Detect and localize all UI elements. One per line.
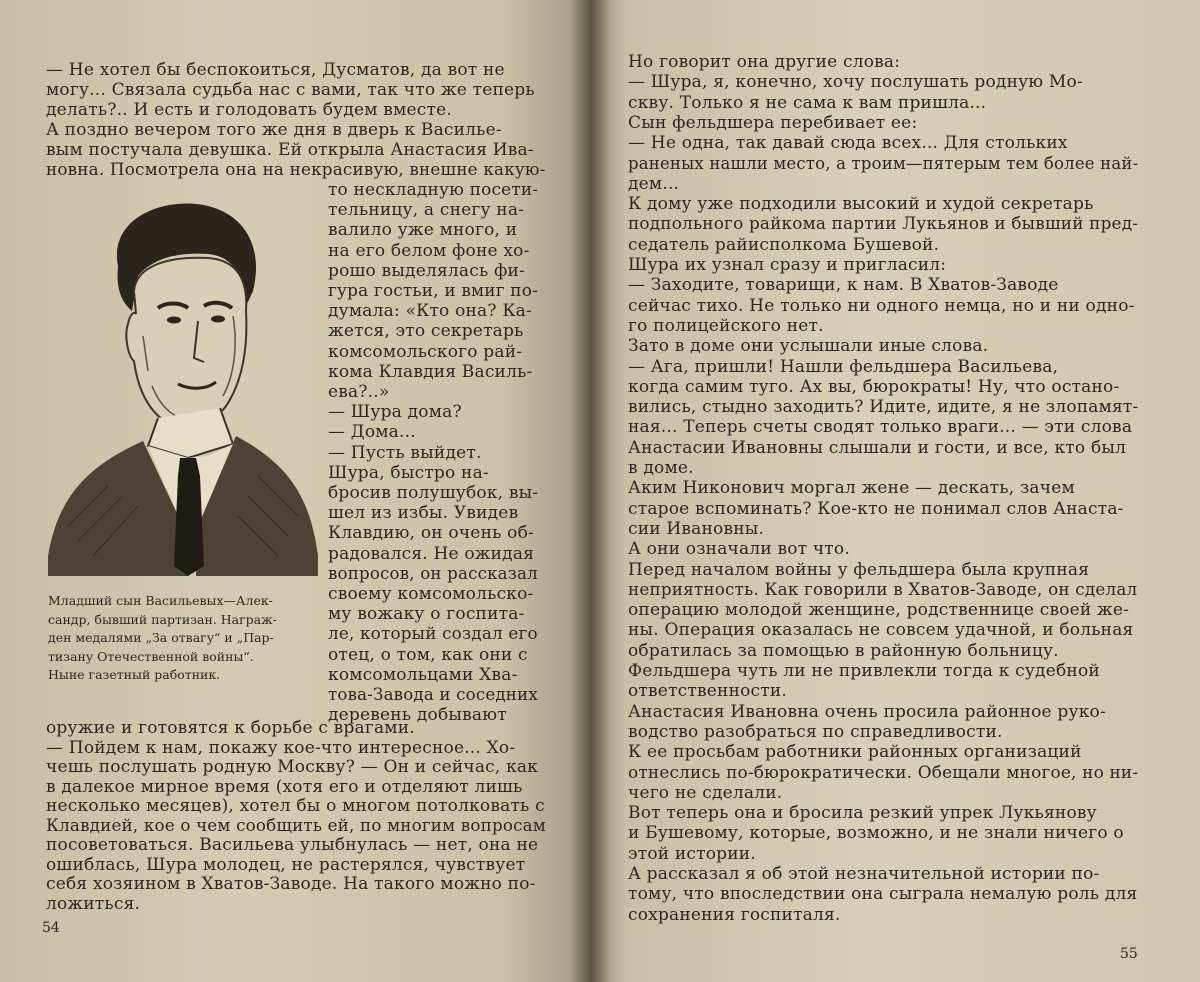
text-line: А они означали вот что. [628, 539, 850, 560]
text-line: ная... Теперь счеты сводят только враги... — эти слова [628, 417, 1133, 438]
text-line: А поздно вечером того же дня в дверь к Василье- [46, 120, 502, 140]
page-number-left: 54 [42, 920, 60, 936]
text-line: Сын фельдшера перебивает ее: [628, 112, 918, 133]
text-line: — Дома... [328, 422, 416, 443]
text-line: в доме. [628, 458, 694, 478]
text-line: Но говорит она другие слова: [628, 52, 901, 72]
text-line: бросив полушубок, вы- [328, 483, 539, 503]
text-line: старое вспоминать? Кое-кто не понимал слов Анаста- [628, 498, 1124, 519]
text-line: ны. Операция оказалась не совсем удачной, и больная [628, 620, 1134, 641]
text-line: К дому уже подходили высокий и худой секретарь [628, 194, 1094, 215]
text-line: К ее просьбам работники районных организаций [628, 742, 1082, 763]
text-line: сохранения госпиталя. [628, 904, 841, 925]
text-line: — Шура дома? [328, 402, 462, 423]
text-line: — Пойдем к нам, покажу кое-что интересное... Хо- [46, 737, 516, 758]
text-line: гура гостьи, и вмиг по- [328, 281, 538, 301]
text-line: Клавдию, он очень об- [328, 523, 534, 544]
text-line: скву. Только я не сама к вам пришла... [628, 92, 987, 113]
right-page [590, 0, 1200, 982]
text-line: шел из избы. Увидев [328, 503, 519, 524]
text-line: Ныне газетный работник. [48, 667, 221, 682]
text-line: седатель райисполкома Бушевой. [628, 234, 940, 255]
text-line: му вожаку о госпита- [328, 604, 525, 625]
page-number-right: 55 [1120, 946, 1138, 962]
text-line: — Пусть выйдет. [328, 442, 482, 463]
text-line: своему комсомольско- [328, 584, 534, 604]
portrait-illustration [48, 196, 318, 576]
text-line: Зато в доме они услышали иные слова. [628, 336, 989, 357]
text-line: ложиться. [46, 893, 141, 914]
text-line: вились, стыдно заходить? Идите, идите, я не злопамят- [628, 397, 1139, 418]
text-line: на его белом фоне хо- [328, 240, 530, 261]
text-line: Шура, быстро на- [328, 462, 489, 483]
text-line: Клавдией, кое о чем сообщить ей, по многим вопросам [46, 815, 546, 836]
text-line: тому, что впоследствии она сыграла немалую роль для [628, 884, 1138, 905]
text-line: посоветоваться. Васильева улыбнулась — нет, она не [46, 835, 539, 855]
text-line: могу... Связала судьба нас с вами, так что же теперь [46, 80, 535, 100]
text-line: отец, о том, как они с [328, 644, 528, 665]
text-line: оружие и готовятся к борьбе с врагами. [46, 718, 415, 738]
text-line: Анастасия Ивановна очень просила районное руко- [628, 701, 1106, 722]
text-line: тельницу, а снегу на- [328, 200, 525, 221]
text-line: — Не одна, так давай сюда всех... Для стольких [628, 133, 1068, 154]
text-line: Фельдшера чуть ли не привлекли тогда к судебной [628, 661, 1100, 681]
text-line: в далекое мирное время (хотя его и отделяют лишь [46, 776, 523, 797]
text-line: сейчас тихо. Не только ни одного немца, но и ни одно- [628, 295, 1135, 316]
text-line: А рассказал я об этой незначительной истории по- [628, 864, 1100, 884]
text-line: то нескладную посети- [328, 180, 539, 200]
text-line: жется, это секретарь [328, 321, 524, 342]
text-line: ева?..» [328, 382, 390, 402]
text-line: ошиблась, Шура молодец, не растерялся, чувствует [46, 854, 526, 875]
text-line: подпольного райкома партии Лукьянов и бывший пред- [628, 214, 1139, 235]
text-line: отнеслись по-бюрократически. Обещали многое, но ни- [628, 762, 1139, 783]
text-line: думала: «Кто она? Ка- [328, 301, 532, 322]
left-page [0, 0, 590, 982]
text-line: рошо выделялась фи- [328, 260, 526, 281]
text-line: комсомольского рай- [328, 341, 523, 362]
text-line: водство разобраться по справедливости. [628, 721, 1003, 742]
text-line: несколько месяцев), хотел бы о многом потолковать с [46, 796, 545, 816]
text-line: неприятность. Как говорили в Хватов-Заводе, он сделал [628, 579, 1138, 600]
book-gutter [570, 0, 610, 982]
text-line: сии Ивановны. [628, 518, 765, 539]
text-line: делать?.. И есть и голодовать будем вместе. [46, 100, 452, 120]
text-line: Анастасии Ивановны слышали и гости, и все, кто был [628, 437, 1127, 458]
text-line: — Шура, я, конечно, хочу послушать родную Мо- [628, 72, 1083, 93]
text-line: ответственности. [628, 681, 787, 702]
text-line: раненых нашли место, а троим—пятерым тем более най- [628, 153, 1139, 174]
text-line: операцию молодой женщине, родственнице своей же- [628, 600, 1130, 621]
text-line: дем... [628, 173, 680, 194]
text-line: когда самим туго. Ах вы, бюрократы! Ну, что остано- [628, 376, 1120, 397]
text-line: Перед началом войны у фельдшера была крупная [628, 559, 1090, 580]
text-line: чего не сделали. [628, 782, 783, 803]
text-line: кома Клавдия Василь- [328, 361, 533, 382]
text-line: этой истории. [628, 843, 756, 864]
text-line: валило уже много, и [328, 220, 518, 241]
text-line: новна. Посмотрела она на некрасивую, внешне какую- [46, 160, 546, 180]
text-line: сандр, бывший партизан. Награж- [48, 611, 277, 627]
text-line: чешь послушать родную Москву? — Он и сейчас, как [46, 757, 539, 777]
text-line: комсомольцами Хва- [328, 664, 518, 685]
text-line: и Бушевому, которые, возможно, и не знали ничего о [628, 823, 1124, 844]
text-line: Вот теперь она и бросила резкий упрек Лукьянову [628, 803, 1097, 824]
text-line: — Не хотел бы беспокоиться, Дусматов, да вот не [46, 60, 505, 80]
text-line: — Заходите, товарищи, к нам. В Хватов-Заводе [628, 275, 1059, 296]
text-line: себя хозяином в Хватов-Заводе. На такого можно по- [46, 874, 536, 894]
text-line: Аким Никонович моргал жене — дескать, зачем [628, 478, 1075, 499]
text-line: деревень добывают [328, 705, 507, 726]
text-line: ден медалями „За отвагу“ и „Пар- [48, 630, 274, 645]
text-line: Младший сын Васильевых—Алек- [48, 593, 273, 608]
text-line: вым постучала девушка. Ей открыла Анастасия Ива- [46, 140, 534, 160]
text-line: Шура их узнал сразу и пригласил: [628, 255, 947, 275]
text-line: това-Завода и соседних [328, 685, 538, 705]
text-line: радовался. Не ожидая [328, 543, 535, 564]
text-line: обратилась за помощью в районную больницу. [628, 640, 1059, 661]
text-line: — Ага, пришли! Нашли фельдшера Васильева, [628, 356, 1059, 377]
text-line: го полицейского нет. [628, 315, 824, 336]
text-line: ле, который создал его [328, 624, 538, 645]
text-line: тизану Отечественной войны“. [48, 648, 254, 664]
text-line: вопросов, он рассказал [328, 563, 538, 584]
